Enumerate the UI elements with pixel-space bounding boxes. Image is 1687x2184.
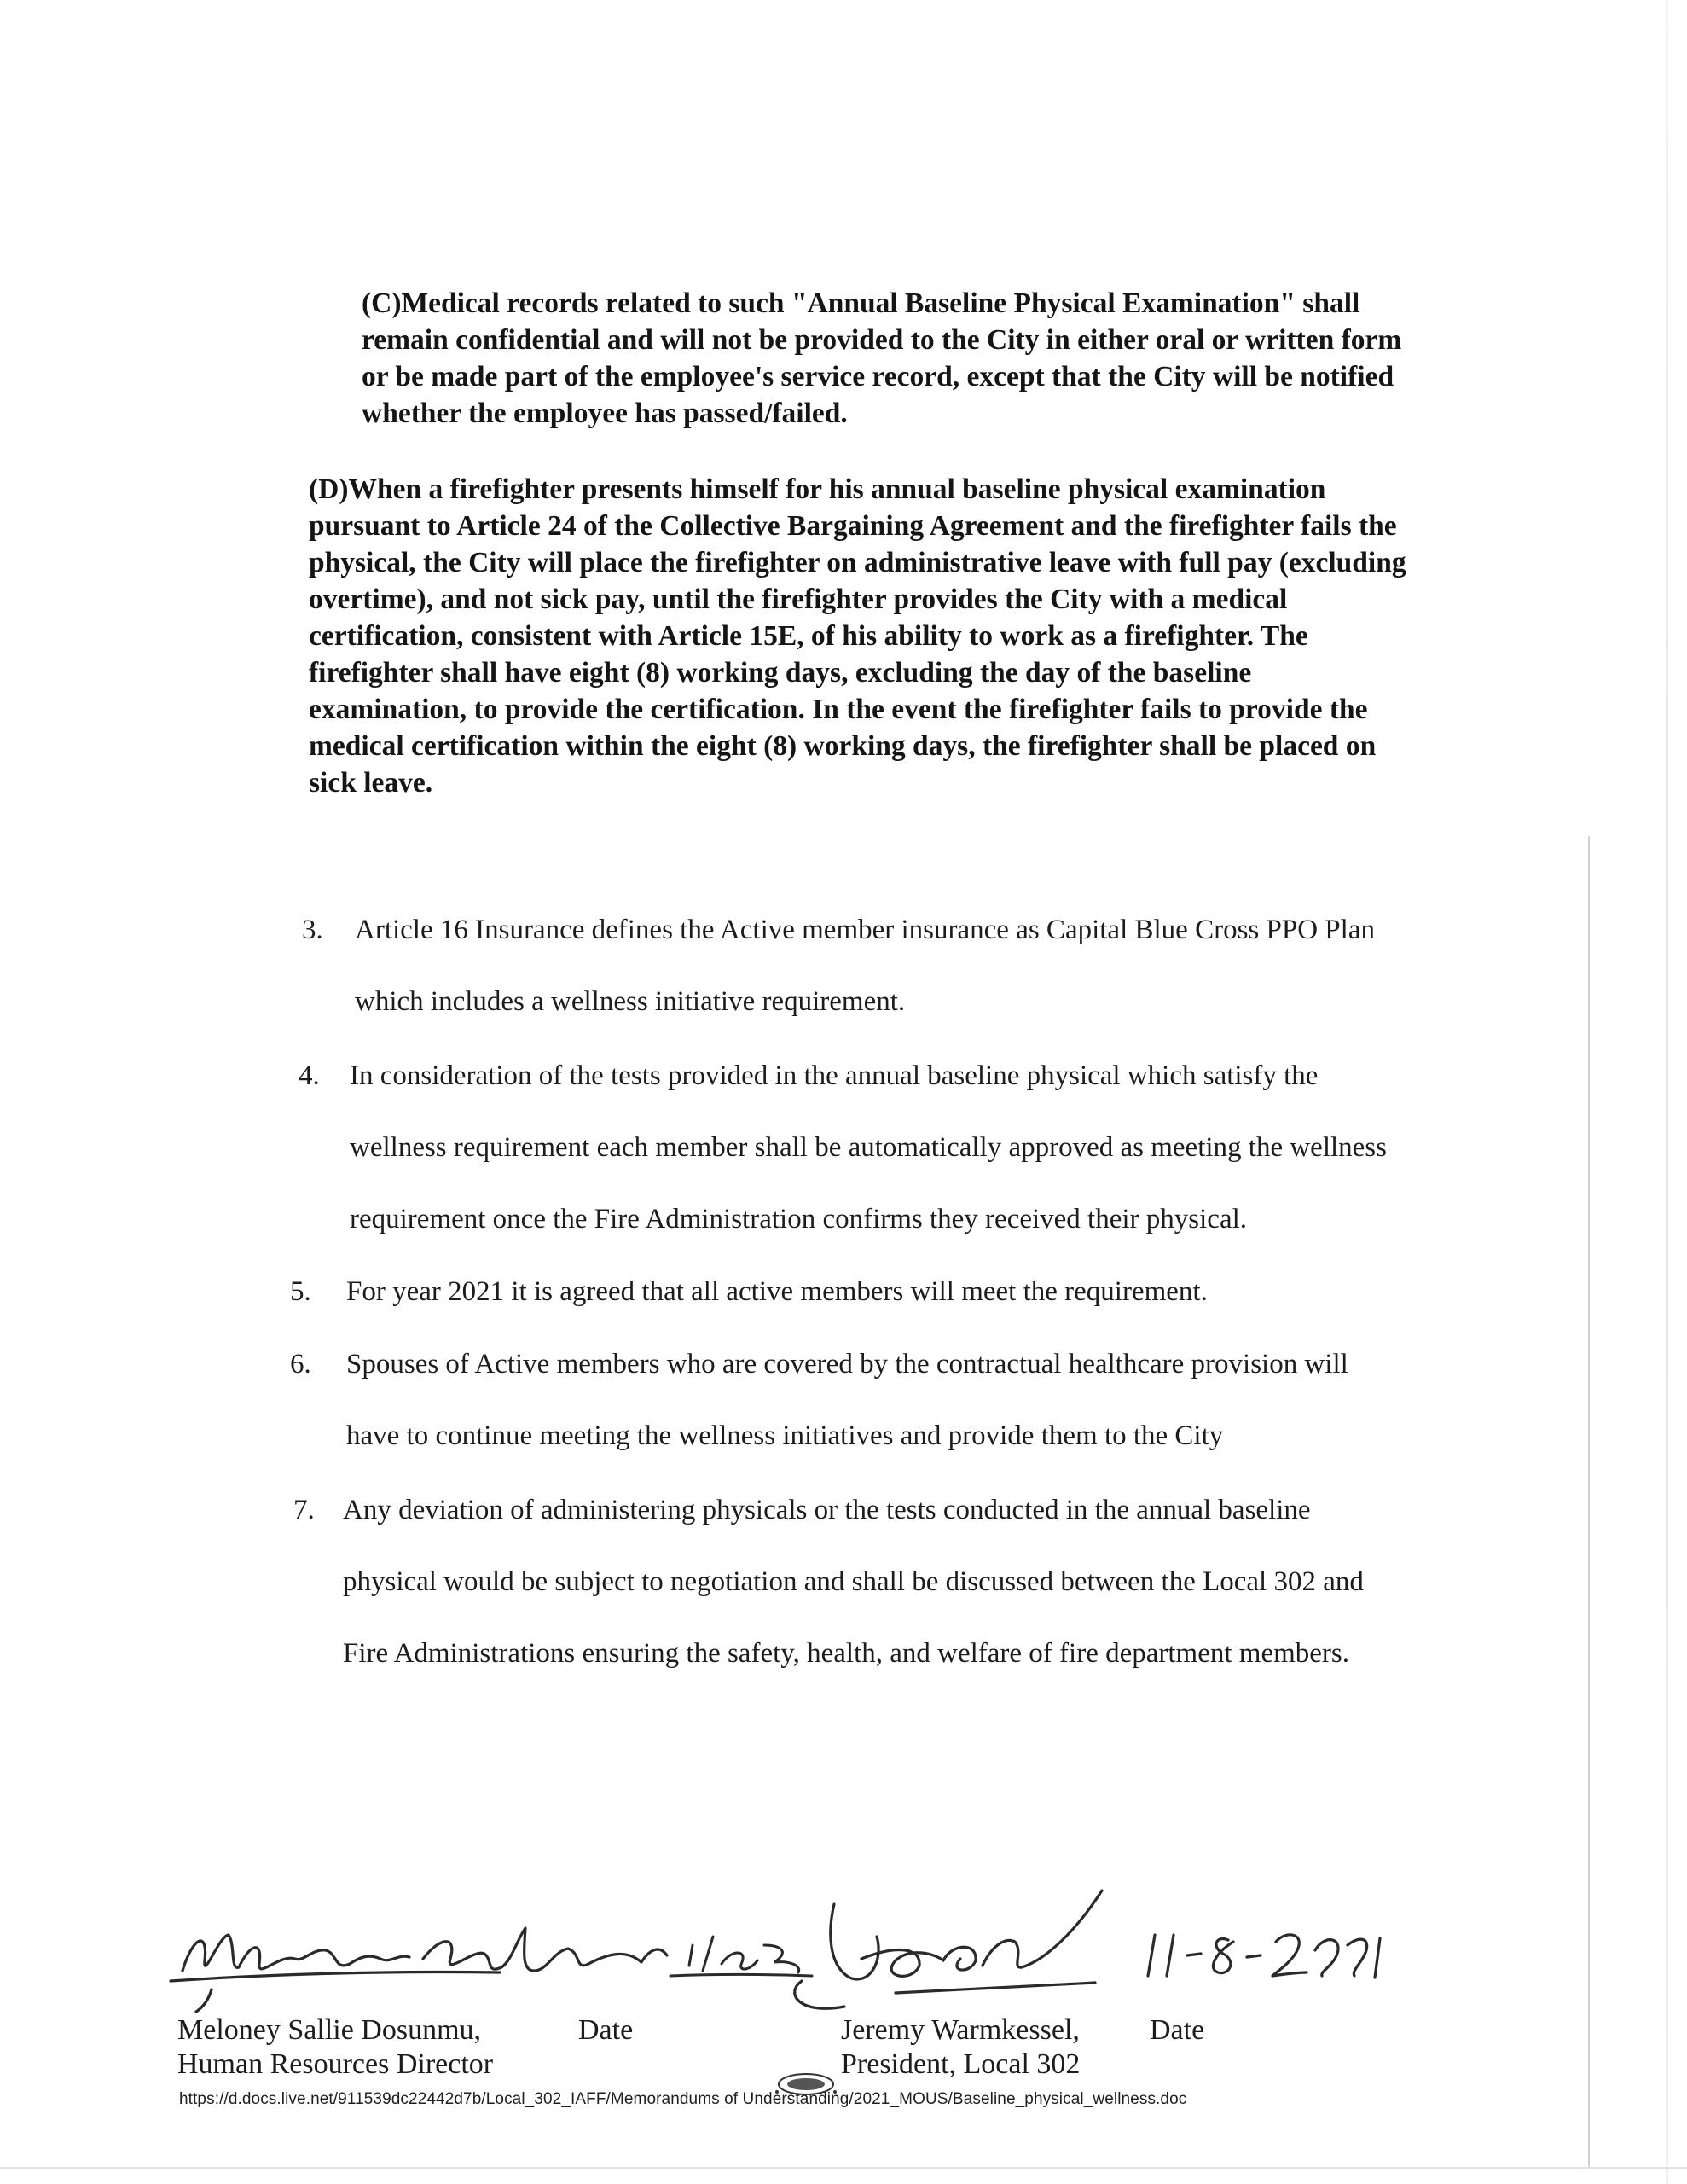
item-line: requirement once the Fire Administration confirms they received their physical. (350, 1204, 1248, 1234)
item-line: physical would be subject to negotiation and shall be discussed between the Local 302 and (343, 1566, 1364, 1597)
item-line: wellness requirement each member shall be automatically approved as meeting the wellness (350, 1132, 1387, 1163)
item-line: Article 16 Insurance defines the Active member insurance as Capital Blue Cross PPO Plan (355, 915, 1375, 945)
signer-left-date-label: Date (578, 2014, 634, 2046)
page-edge (1666, 0, 1668, 2184)
paragraph-c: (C)Medical records related to such "Annual Baseline Physical Examination" shall remain confidential and will not be provided to the City in either oral or written form or be made part of the employee's service record, except that the City will be notified whether the employee has passed/failed. (362, 288, 1402, 429)
footer-file-path: https://d.docs.live.net/911539dc22442d7b/Local_302_IAFF/Memorandums of Understanding/2021_MOUS/Baseline_physical_wellness.doc (179, 2090, 1187, 2108)
signer-right-title: President, Local 302 (841, 2048, 1081, 2080)
item-text (355, 894, 1557, 1037)
signer-left-title: Human Resources Director (177, 2048, 494, 2080)
paragraph-d: (D)When a firefighter presents himself for his annual baseline physical examination pursuant to Article 24 of the Collective Bargaining Agreement and the firefighter fails the physical, the City will place the firefighter on administrative leave with full pay (excluding overtime), and not sick pay, until the firefighter provides the City with a medical certification, consistent with Article 15E, of his ability to work as a firefighter. The firefighter shall have eight (8) working days, excluding the day of the baseline examination, to provide the certification. In the event the firefighter fails to provide the medical certification within the eight (8) working days, the firefighter shall be placed on sick leave. (309, 473, 1406, 799)
item-line: which includes a wellness initiative requirement. (355, 986, 906, 1017)
item-number: 3. (302, 915, 323, 945)
signature-right-date-scrawl (1139, 1916, 1395, 1993)
item-line: Fire Administrations ensuring the safety, health, and welfare of fire department members. (343, 1638, 1349, 1669)
signer-right-name: Jeremy Warmkessel, (841, 2014, 1080, 2046)
item-line: For year 2021 it is agreed that all active members will meet the requirement. (346, 1276, 1208, 1307)
item-line: Any deviation of administering physicals or the tests conducted in the annual baseline (343, 1495, 1311, 1525)
signer-right-date-label: Date (1150, 2014, 1205, 2046)
signature-right-scrawl (768, 1865, 1126, 2018)
item-number: 4. (299, 1060, 320, 1091)
page-margin-line (1588, 836, 1590, 2167)
item-line: Spouses of Active members who are covered by the contractual healthcare provision will (346, 1349, 1348, 1380)
signer-left-name: Meloney Sallie Dosunmu, (177, 2014, 482, 2046)
item-line: In consideration of the tests provided in the annual baseline physical which satisfy the (350, 1060, 1319, 1091)
item-text (346, 1328, 1549, 1472)
item-number: 5. (290, 1276, 311, 1307)
item-number: 7. (293, 1495, 315, 1525)
item-text (350, 1040, 1552, 1255)
signature-left-scrawl (167, 1911, 815, 2013)
item-number: 6. (290, 1349, 311, 1380)
page-edge (0, 2167, 1687, 2169)
item-text (346, 1256, 1549, 1327)
item-line: have to continue meeting the wellness initiatives and provide them to the City (346, 1420, 1224, 1451)
item-text (343, 1474, 1545, 1689)
